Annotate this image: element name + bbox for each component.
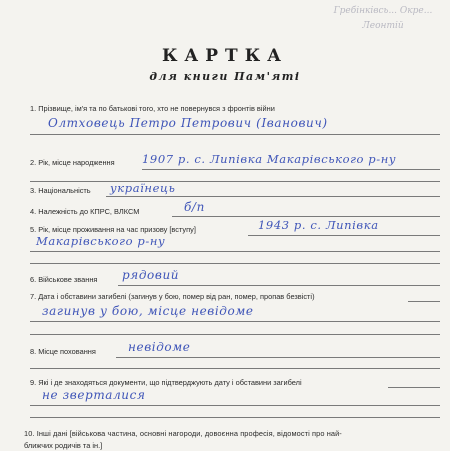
field-7-line-2 xyxy=(30,321,440,322)
field-3-label: 3. Національність xyxy=(30,186,91,195)
field-2-extra-line xyxy=(30,181,440,182)
field-10-label-line-2: ближчих родичів та ін.] xyxy=(24,441,103,450)
field-4-label: 4. Належність до КПРС, ВЛКСМ xyxy=(30,207,140,216)
card-title: КАРТКА xyxy=(161,46,289,66)
field-8-extra-line xyxy=(30,368,440,369)
field-7-value: загинув у бою, місце невідоме xyxy=(42,304,254,318)
field-5-line-2 xyxy=(30,251,440,252)
field-3-value: українець xyxy=(110,181,176,195)
field-6-line xyxy=(118,285,440,286)
field-7-line-1 xyxy=(408,301,440,302)
field-9-line-1 xyxy=(388,387,440,388)
field-2-line xyxy=(142,169,440,170)
field-6-value: рядовий xyxy=(122,268,180,282)
field-5-value-line-1: 1943 р. с. Липівка xyxy=(258,218,379,232)
field-1-value: Олтховець Петро Петрович (Іванович) xyxy=(48,116,328,130)
field-10-label-line-1: 10. Інші дані [військова частина, основні нагороди, довоєнна професія, відомості про най- xyxy=(24,429,342,438)
field-3-line xyxy=(106,196,440,197)
field-5-line-1 xyxy=(248,235,440,236)
field-8-label: 8. Місце поховання xyxy=(30,347,96,356)
field-8-value: невідоме xyxy=(128,340,191,354)
corner-note-line-2: Леонтій xyxy=(362,21,404,31)
corner-handwritten-note xyxy=(318,4,448,34)
field-9-value: не зверталися xyxy=(42,388,146,402)
field-4-line xyxy=(172,216,440,217)
corner-note-line-1: Гребінківсь... Окре... xyxy=(333,6,433,16)
field-4-value: б/п xyxy=(184,200,205,214)
field-5-label: 5. Рік, місце проживання на час призову [вступу] xyxy=(30,225,196,234)
field-7-label: 7. Дата і обставини загибелі (загинув у бою, помер від ран, помер, пропав безвісті) xyxy=(30,292,315,301)
field-9-label: 9. Які і де знаходяться документи, що підтверджують дату і обставини загибелі xyxy=(30,378,302,387)
field-1-line xyxy=(30,134,440,135)
field-9-line-3 xyxy=(30,417,440,418)
field-9-line-2 xyxy=(30,405,440,406)
field-2-value: 1907 р. с. Липівка Макарівського р-ну xyxy=(142,152,397,166)
field-6-label: 6. Військове звання xyxy=(30,275,98,284)
field-8-line xyxy=(116,357,440,358)
card-subtitle: для книги Пам'яті xyxy=(149,70,301,83)
field-5-value-line-2: Макарівського р-ну xyxy=(36,234,166,248)
field-2-label: 2. Рік, місце народження xyxy=(30,158,115,167)
field-5-line-3 xyxy=(30,263,440,264)
field-1-label: 1. Прізвище, ім'я та по батькові того, хто не повернувся з фронтів війни xyxy=(30,104,275,113)
field-7-line-3 xyxy=(30,334,440,335)
